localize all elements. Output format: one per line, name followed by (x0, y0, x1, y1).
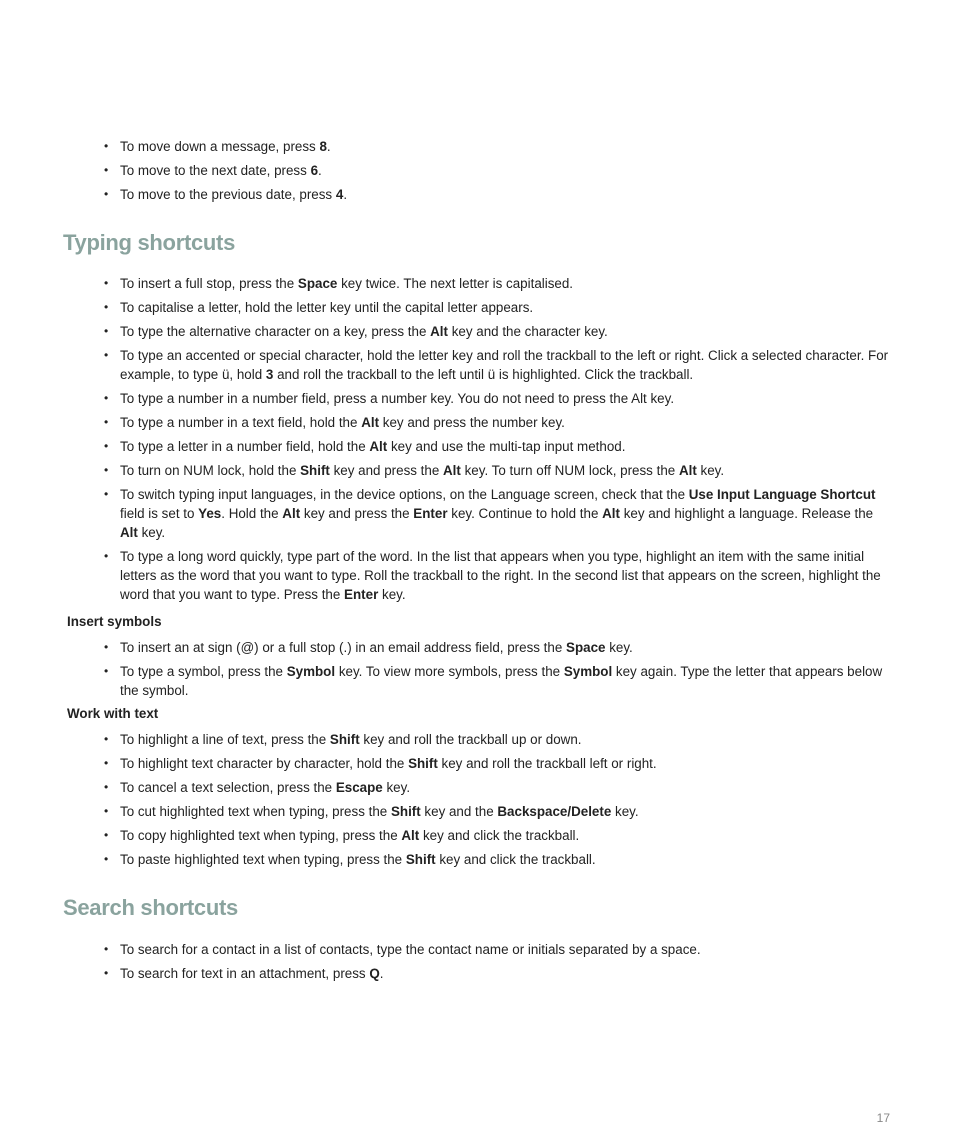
item-text: key. Continue to hold the (447, 506, 603, 521)
item-text: To move to the next date, press (120, 163, 311, 178)
item-text: key. (137, 525, 166, 540)
key-name: Shift (390, 804, 421, 819)
key-name: Symbol (563, 664, 613, 679)
search-shortcuts-list (104, 940, 894, 983)
item-text: key and use the multi-tap input method. (387, 439, 626, 454)
item-text: key and press the (300, 506, 414, 521)
item-text: field is set to (120, 506, 199, 521)
key-name: Alt (602, 506, 620, 521)
key-name: Shift (405, 852, 436, 867)
item-text: To search for text in an attachment, press (120, 966, 370, 981)
list-item (104, 322, 894, 341)
list-item (104, 662, 894, 700)
key-name: 3 (265, 367, 274, 382)
insert-symbols-list (104, 638, 894, 700)
item-text: To type a symbol, press the (120, 664, 287, 679)
key-name: Alt (282, 506, 301, 521)
item-text: To switch typing input languages, in the device options, on the Language screen, check that the (120, 487, 689, 502)
list-item (104, 161, 894, 180)
list-item (104, 346, 894, 384)
key-name: Use Input Language Shortcut (688, 487, 876, 502)
page-number: 17 (876, 1111, 890, 1125)
typing-shortcuts-heading: Typing shortcuts (63, 230, 236, 255)
item-text: key. (382, 780, 411, 795)
key-name: Enter (413, 506, 448, 521)
key-name: Alt (430, 324, 448, 339)
list-item (104, 964, 894, 983)
list-item (104, 137, 894, 156)
item-text: To capitalise a letter, hold the letter key until the capital letter appears. (120, 300, 534, 315)
key-name: Alt (678, 463, 697, 478)
insert-symbols-heading: Insert symbols (67, 614, 162, 629)
item-text: key. (611, 804, 639, 819)
list-item (104, 638, 894, 657)
item-text: To type a long word quickly, type part of the word. In the list that appears when you type, highlight an item with the same initial letters as the word that you want to type. Roll the trackball to the right. In the second list that appears on the screen, highlight the word that you want to type. Press the (120, 549, 881, 602)
item-text: key and click the trackball. (419, 828, 580, 843)
key-name: Symbol (286, 664, 336, 679)
search-shortcuts-heading: Search shortcuts (63, 895, 238, 920)
item-text: key again. Type the letter that appears below the symbol. (120, 664, 883, 698)
item-text: . (379, 966, 384, 981)
work-with-text-list (104, 730, 894, 869)
intro-list-block (104, 137, 894, 209)
item-text: To cancel a text selection, press the (120, 780, 336, 795)
item-text: To move down a message, press (120, 139, 320, 154)
key-name: Alt (401, 828, 420, 843)
item-text: To copy highlighted text when typing, press the (120, 828, 402, 843)
key-name: Alt (443, 463, 461, 478)
item-text: key and the character key. (448, 324, 608, 339)
item-text: . (343, 187, 348, 202)
item-text: To type a letter in a number field, hold the (120, 439, 370, 454)
key-name: Shift (300, 463, 330, 478)
list-item (104, 850, 894, 869)
item-text: . (318, 163, 322, 178)
key-name: Alt (120, 525, 138, 540)
list-item (104, 298, 894, 317)
item-text: To type a number in a text field, hold the (120, 415, 362, 430)
list-item (104, 413, 894, 432)
list-item (104, 485, 894, 542)
list-item (104, 389, 894, 408)
key-name: Backspace/Delete (497, 804, 612, 819)
key-name: Shift (329, 732, 360, 747)
item-text: To type a number in a number field, press a number key. You do not need to press the Alt key. (120, 391, 675, 406)
key-name: Space (297, 276, 338, 291)
item-text: key and the (420, 804, 498, 819)
item-text: To type an accented or special character, hold the letter key and roll the trackball to the left or right. Click a selected character. For example, to type ü, hold (120, 348, 889, 382)
list-item (104, 437, 894, 456)
key-name: Shift (408, 756, 438, 771)
typing-list-block (104, 274, 894, 609)
item-text: To insert an at sign (@) or a full stop (.) in an email address field, press the (120, 640, 567, 655)
key-name: Yes (198, 506, 222, 521)
item-text: key. (696, 463, 725, 478)
item-text: key and press the (329, 463, 444, 478)
item-text: key. (378, 587, 406, 602)
item-text: key. (605, 640, 633, 655)
item-text: To insert a full stop, press the (120, 276, 298, 291)
item-text: key and press the number key. (379, 415, 565, 430)
item-text: To highlight a line of text, press the (120, 732, 330, 747)
item-text: . Hold the (221, 506, 283, 521)
item-text: key. To view more symbols, press the (335, 664, 564, 679)
key-name: 6 (310, 163, 319, 178)
item-text: key twice. The next letter is capitalised. (337, 276, 574, 291)
item-text: To turn on NUM lock, hold the (120, 463, 301, 478)
item-text: To cut highlighted text when typing, press the (120, 804, 391, 819)
item-text: . (326, 139, 331, 154)
list-item (104, 730, 894, 749)
item-text: To highlight text character by character, hold the (120, 756, 409, 771)
key-name: Escape (335, 780, 383, 795)
list-item (104, 461, 894, 480)
intro-list (104, 137, 894, 204)
item-text: key and click the trackball. (435, 852, 596, 867)
key-name: Alt (369, 439, 388, 454)
key-name: Enter (344, 587, 379, 602)
item-text: To paste highlighted text when typing, press the (120, 852, 406, 867)
item-text: key and roll the trackball up or down. (359, 732, 582, 747)
key-name: Q (369, 966, 380, 981)
list-item (104, 754, 894, 773)
list-item (104, 802, 894, 821)
typing-shortcuts-list (104, 274, 894, 604)
list-item (104, 185, 894, 204)
work-with-text-list-block (104, 730, 894, 874)
item-text: and roll the trackball to the left until ü is highlighted. Click the trackball. (273, 367, 694, 382)
search-list-block (104, 940, 894, 988)
work-with-text-heading: Work with text (67, 706, 159, 721)
key-name: 4 (335, 187, 344, 202)
item-text: To type the alternative character on a key, press the (120, 324, 431, 339)
list-item (104, 940, 894, 959)
insert-symbols-list-block (104, 638, 894, 705)
list-item (104, 547, 894, 604)
item-text: To search for a contact in a list of contacts, type the contact name or initials separated by a space. (120, 942, 701, 957)
list-item (104, 274, 894, 293)
list-item (104, 778, 894, 797)
item-text: To move to the previous date, press (120, 187, 336, 202)
key-name: 8 (319, 139, 327, 154)
item-text: key and roll the trackball left or right. (437, 756, 657, 771)
key-name: Alt (361, 415, 380, 430)
list-item (104, 826, 894, 845)
item-text: key. To turn off NUM lock, press the (460, 463, 679, 478)
item-text: key and highlight a language. Release the (619, 506, 874, 521)
key-name: Space (566, 640, 606, 655)
